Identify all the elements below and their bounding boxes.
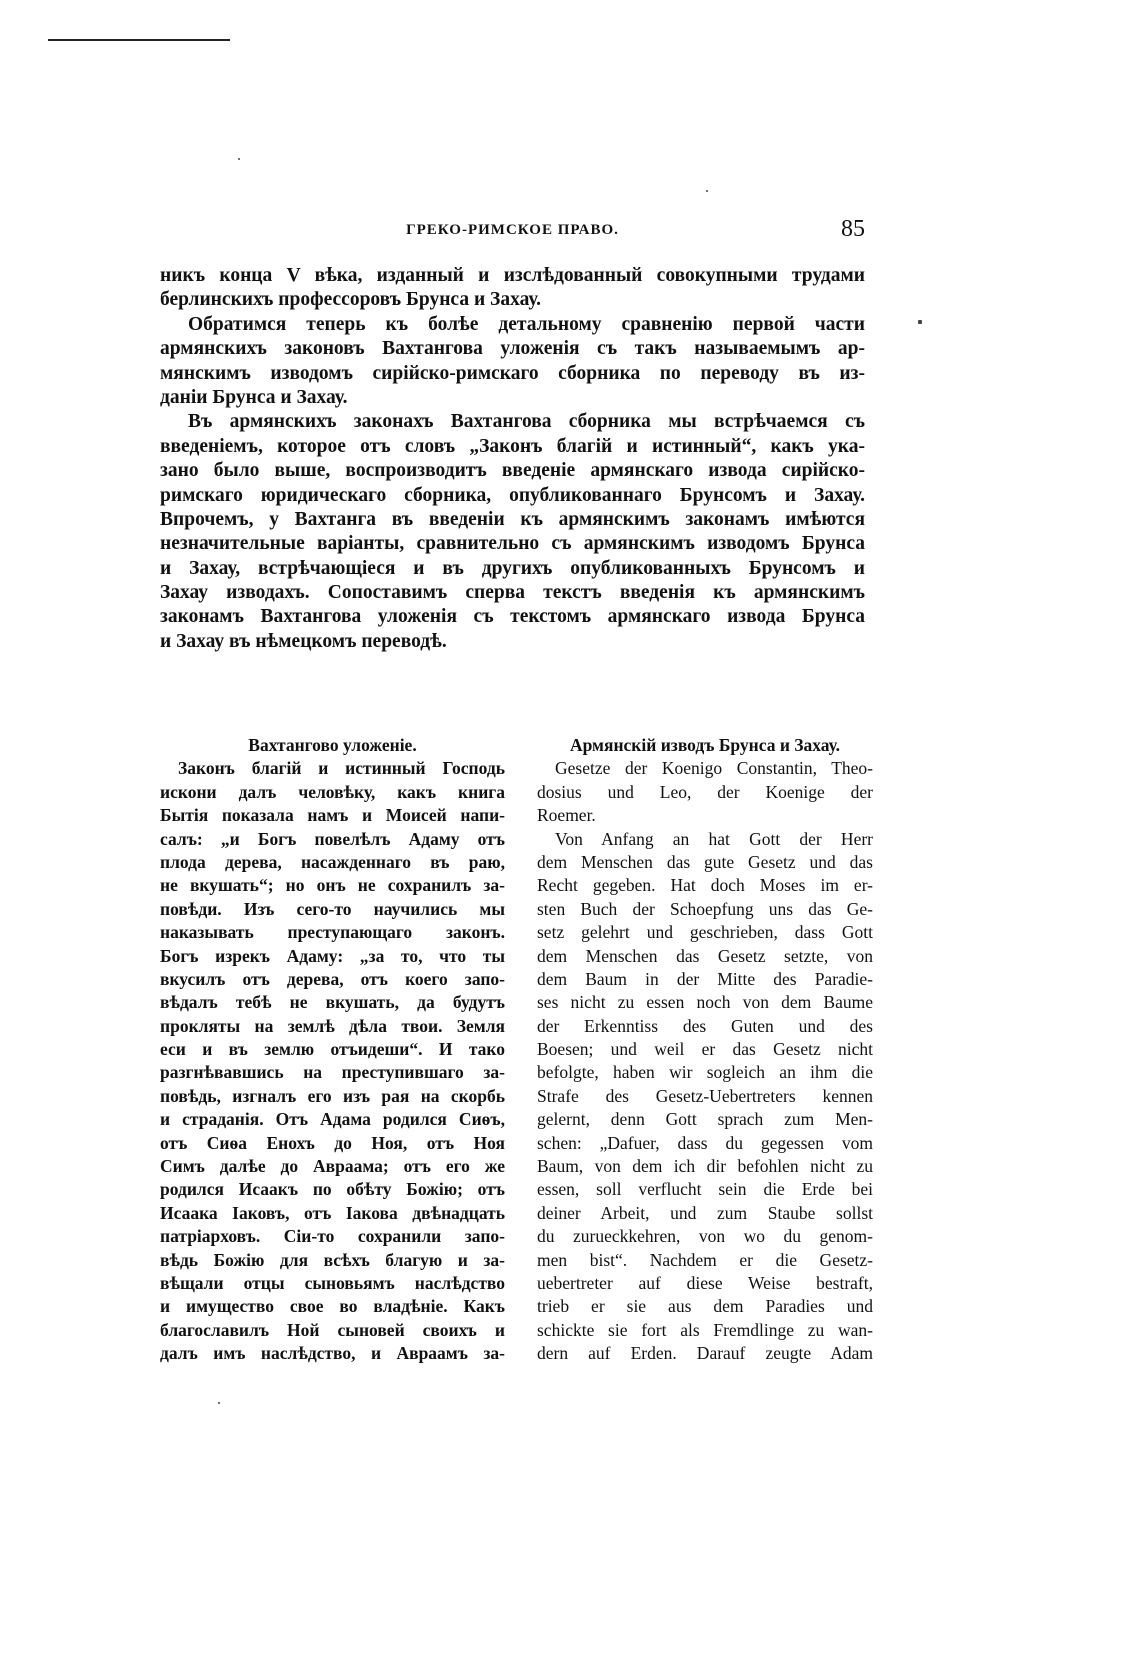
text-line: Baum, von dem ich dir befohlen nicht zu	[537, 1156, 873, 1177]
text-line: и Захау, встрѣчающіеся и въ другихъ опубликованныхъ Брунсомъ и	[160, 557, 865, 579]
text-line: dem Menschen das gute Gesetz und das	[537, 851, 873, 872]
text-line: Roemer.	[537, 805, 596, 826]
text-line: dern auf Erden. Darauf zeugte Adam	[537, 1343, 873, 1364]
text-line: повѣдь, изгналъ его изъ рая на скорбь	[160, 1085, 505, 1106]
text-line: befolgte, haben wir sogleich an ihm die	[537, 1062, 873, 1083]
text-line: и страданія. Отъ Адама родился Сиѳъ,	[160, 1109, 505, 1130]
text-line: римскаго юридическаго сборника, опубликованнаго Брунсомъ и Захау.	[160, 484, 865, 506]
text-line: Strafe des Gesetz-Uebertreters kennen	[537, 1085, 873, 1106]
text-line: dem Menschen das Gesetz setzte, von	[537, 945, 873, 966]
text-line: законамъ Вахтангова уложенія съ текстомъ армянскаго извода Брунса	[160, 606, 865, 628]
text-line: sten Buch der Schoepfung uns das Ge-	[537, 898, 873, 919]
text-line: никъ конца V вѣка, изданный и изслѣдованный совокупными трудами	[160, 265, 865, 286]
right-column-bruns-sachau	[537, 734, 873, 1366]
text-line: setz gelehrt und geschrieben, dass Gott	[537, 922, 873, 943]
text-line: gelernt, denn Gott sprach zum Men-	[537, 1109, 873, 1130]
text-line: dem Baum in der Mitte des Paradie-	[537, 968, 873, 989]
text-line: берлинскихъ профессоровъ Брунса и Захау.	[160, 289, 542, 311]
running-head	[160, 218, 865, 244]
text-line: патріарховъ. Сіи-то сохранили запо-	[160, 1226, 505, 1247]
text-line: Boesen; und weil er das Gesetz nicht	[537, 1039, 873, 1060]
text-line: вѣдалъ тебѣ не вкушать, да будутъ	[160, 992, 505, 1013]
left-column-heading: Вахтангово уложеніе.	[248, 735, 417, 755]
text-line: schickte sie fort als Fremdlinge zu wan-	[537, 1319, 873, 1340]
text-line: вѣщали отцы сыновьямъ наслѣдство	[160, 1272, 505, 1293]
scan-edge-rule	[48, 39, 230, 41]
text-line: и имущество свое во владѣніе. Какъ	[160, 1296, 505, 1317]
running-head-title: ГРЕКО-РИМСКОЕ ПРАВО.	[406, 222, 619, 238]
text-line: разгнѣвавшись на преступившаго за-	[160, 1062, 505, 1083]
text-line: незначительные варіанты, сравнительно съ армянскимъ изводомъ Брунса	[160, 533, 865, 555]
text-line: Бытія показала намъ и Моисей напи-	[160, 805, 505, 826]
text-line: Gesetze der Koenigo Constantin, Theo-	[555, 758, 873, 779]
text-line: наказывать преступающаго законъ.	[160, 922, 505, 943]
text-line: men bist“. Nachdem er die Gesetz-	[537, 1249, 873, 1270]
page-number: 85	[841, 216, 865, 242]
text-line: плода дерева, насажденнаго въ раю,	[160, 851, 505, 872]
text-line: Впрочемъ, у Вахтанга въ введеніи къ армянскимъ законамъ имѣются	[160, 508, 865, 530]
text-line: dosius und Leo, der Koenige der	[537, 781, 873, 802]
text-line: повѣди. Изъ сего-то научились мы	[160, 898, 505, 919]
text-line: du zurueckkehren, von wo du genom-	[537, 1226, 873, 1247]
text-line: uebertreter auf diese Weise bestraft,	[537, 1272, 873, 1293]
text-line: мянскимъ изводомъ сирійско-римскаго сборника по переводу въ из-	[160, 362, 865, 384]
text-line: еси и въ землю отъидеши“. И тако	[160, 1039, 505, 1060]
text-line: schen: „Dafuer, dass du gegessen vom	[537, 1132, 873, 1153]
text-line: благославилъ Ной сыновей своихъ и	[160, 1319, 505, 1340]
scan-speck	[706, 190, 708, 192]
text-line: не вкушать“; но онъ не сохранилъ за-	[160, 875, 505, 896]
text-line: армянскихъ законовъ Вахтангова уложенія съ такъ называемымъ ар-	[160, 338, 865, 360]
text-line: essen, soll verflucht sein die Erde bei	[537, 1179, 873, 1200]
main-text	[160, 264, 865, 654]
text-line: Recht gegeben. Hat doch Moses im er-	[537, 875, 873, 896]
text-line: Законъ благій и истинный Господь	[178, 758, 505, 779]
text-line: Исаака Іаковъ, отъ Іакова двѣнадцать	[160, 1202, 505, 1223]
text-line: введеніемъ, которое отъ словъ „Законъ благій и истинный“, какъ ука-	[160, 435, 865, 457]
scan-speck	[238, 158, 240, 160]
text-line: Обратимся теперь къ болѣе детальному сравненію первой части	[188, 313, 865, 335]
left-column-vakhtang-code	[160, 734, 505, 1366]
text-line: и Захау въ нѣмецкомъ переводѣ.	[160, 630, 447, 652]
text-line: вѣдь Божію для всѣхъ благую и за-	[160, 1249, 505, 1270]
scan-speck	[918, 320, 922, 324]
scan-speck	[218, 1402, 220, 1404]
right-column-heading: Армянскій изводъ Брунса и Захау.	[569, 735, 841, 755]
text-line: trieb er sie aus dem Paradies und	[537, 1296, 873, 1317]
text-line: прокляты на землѣ дѣла твои. Земля	[160, 1015, 505, 1036]
text-line: зано было выше, воспроизводитъ введеніе армянскаго извода сирійско-	[160, 460, 865, 482]
text-line: Симъ далѣе до Авраама; отъ его же	[160, 1156, 505, 1177]
text-line: Von Anfang an hat Gott der Herr	[555, 828, 873, 849]
text-line: искони далъ человѣку, какъ книга	[160, 781, 505, 802]
text-line: вкусилъ отъ дерева, отъ коего запо-	[160, 968, 505, 989]
text-line: deiner Arbeit, und zum Staube sollst	[537, 1202, 873, 1223]
text-line: Захау изводахъ. Сопоставимъ сперва текстъ введенія къ армянскимъ	[160, 582, 865, 604]
text-line: der Erkenntiss des Guten und des	[537, 1015, 873, 1036]
text-line: родился Исаакъ по обѣту Божію; отъ	[160, 1179, 505, 1200]
text-line: далъ имъ наслѣдство, и Авраамъ за-	[160, 1343, 505, 1364]
text-line: салъ: „и Богъ повелѣлъ Адаму отъ	[160, 828, 505, 849]
text-line: Въ армянскихъ законахъ Вахтангова сборника мы встрѣчаемся съ	[188, 411, 865, 433]
text-line: ses nicht zu essen noch von dem Baume	[537, 992, 873, 1013]
text-line: Богъ изрекъ Адаму: „за то, что ты	[160, 945, 505, 966]
text-line: даніи Брунса и Захау.	[160, 386, 348, 408]
text-line: отъ Сиѳа Енохъ до Ноя, отъ Ноя	[160, 1132, 505, 1153]
